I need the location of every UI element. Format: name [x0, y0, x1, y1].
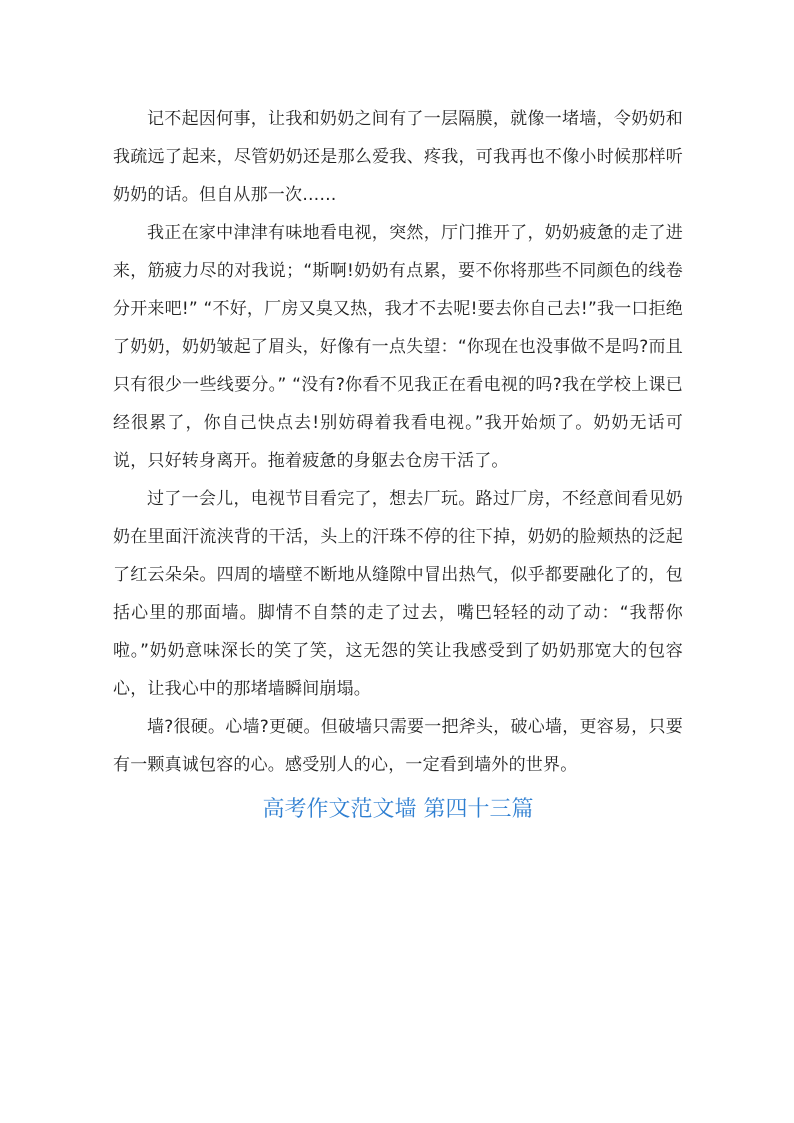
paragraph-3: 过了一会儿，电视节目看完了，想去厂玩。路过厂房，不经意间看见奶奶在里面汗流浃背的干活，头上的汗珠不停的往下掉，奶奶的脸颊热的泛起了红云朵朵。四周的墙壁不断地从缝隙中冒出热气，似乎都要融化了的，包括心里的那面墙。脚情不自禁的走了过去，嘴巴轻轻的动了动：“我帮你啦。”奶奶意味深长的笑了笑，这无怨的笑让我感受到了奶奶那宽大的包容心，让我心中的那堵墙瞬间崩塌。 [113, 489, 683, 699]
document-body [113, 100, 683, 830]
section-heading: 高考作文范文墙 第四十三篇 [262, 797, 534, 822]
paragraph-4: 墙?很硬。心墙?更硬。但破墙只需要一把斧头，破心墙，更容易，只要有一颗真诚包容的心。感受别人的心，一定看到墙外的世界。 [113, 717, 683, 775]
paragraph-1: 记不起因何事，让我和奶奶之间有了一层隔膜，就像一堵墙，令奶奶和我疏远了起来，尽管奶奶还是那么爱我、疼我，可我再也不像小时候那样听奶奶的话。但自从那一次…… [113, 109, 683, 205]
paragraph-2: 我正在家中津津有味地看电视，突然，厅门推开了，奶奶疲惫的走了进来，筋疲力尽的对我说；“斯啊!奶奶有点累，要不你将那些不同颜色的线卷分开来吧!” “不好，厂房又臭又热，我才不去呢!要去你自己去!”我一口拒绝了奶奶，奶奶皱起了眉头，好像有一点失望：“你现在也没事做不是吗?而且只有很少一些线要分。” “没有?你看不见我正在看电视的吗?我在学校上课已经很累了，你自己快点去!别妨碍着我看电视。”我开始烦了。奶奶无话可说，只好转身离开。拖着疲惫的身躯去仓房干活了。 [113, 223, 683, 471]
